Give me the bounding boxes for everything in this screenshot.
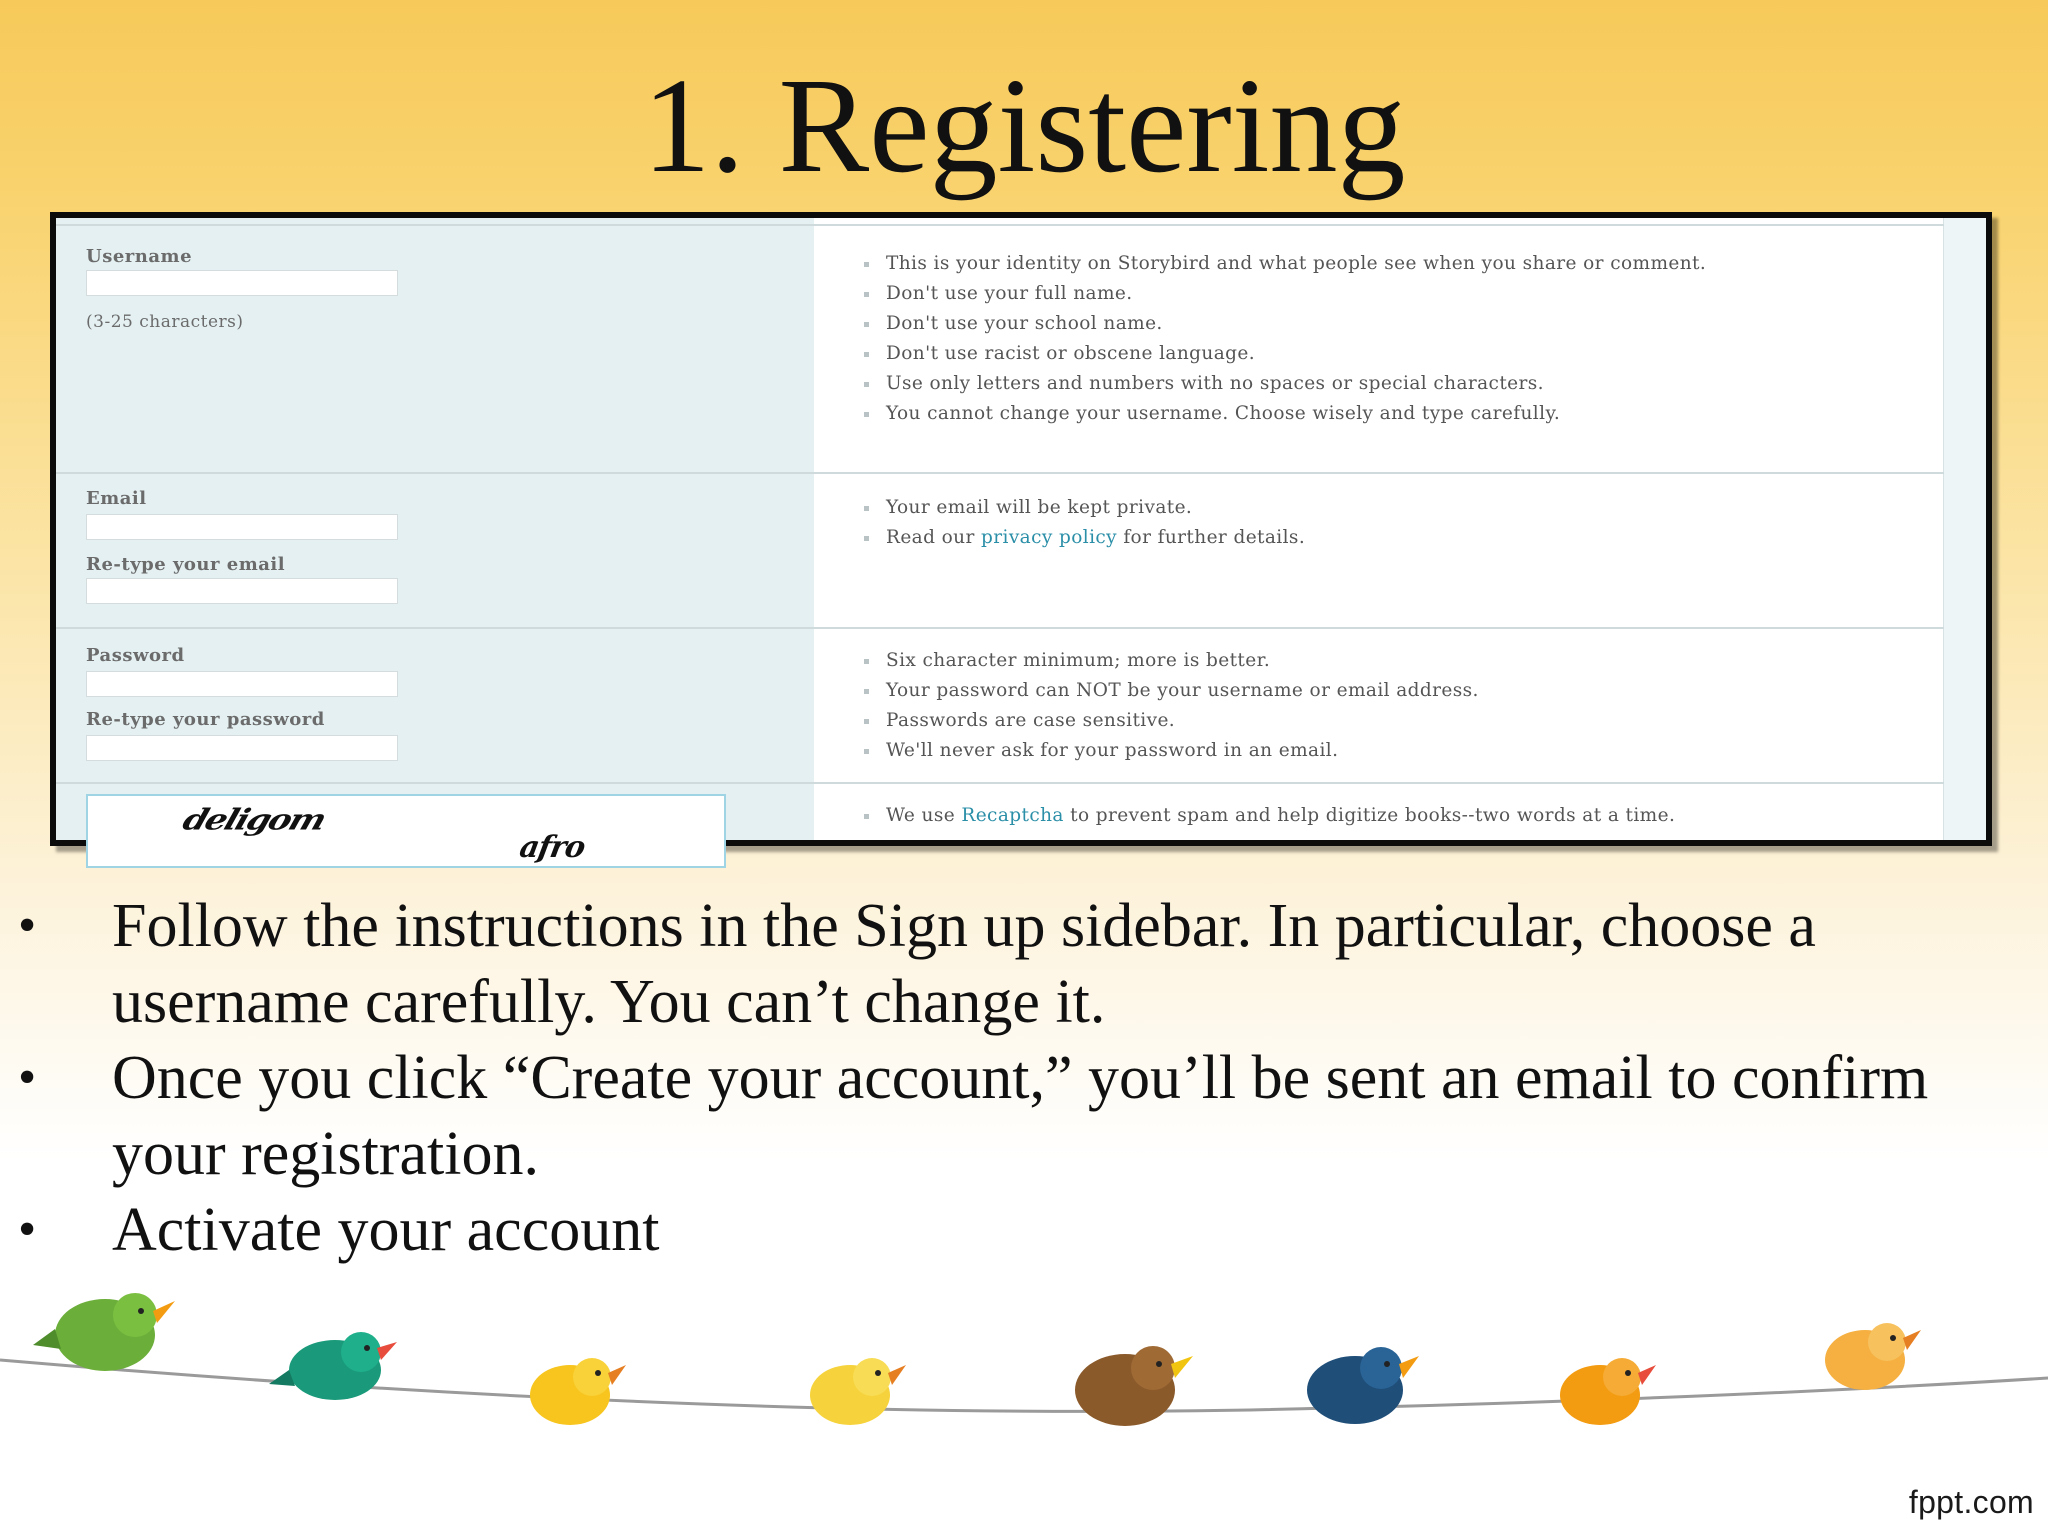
tip-item: Use only letters and numbers with no spaces or special characters.	[856, 374, 1826, 394]
captcha-image	[86, 794, 726, 868]
birds-on-wire-decoration	[0, 1260, 2048, 1490]
orange-bird-icon	[1560, 1358, 1656, 1425]
tip-text: Read our	[886, 527, 975, 548]
retype-email-label: Re-type your email	[86, 554, 286, 575]
orange-bird-icon	[1825, 1323, 1921, 1390]
yellow-bird-icon	[530, 1358, 626, 1425]
tip-text: for further details.	[1123, 527, 1306, 548]
green-bird-icon	[33, 1293, 175, 1371]
username-hint: (3-25 characters)	[86, 312, 244, 332]
captcha-word-2: afro	[516, 830, 588, 865]
tip-item: Six character minimum; more is better.	[856, 651, 1826, 671]
bullet-marker: •	[18, 1049, 37, 1106]
password-row	[56, 629, 1944, 784]
brown-bird-icon	[1075, 1346, 1193, 1426]
tip-item: Your email will be kept private.	[856, 498, 1826, 518]
tip-item: This is your identity on Storybird and what people see when you share or comment.	[856, 254, 1826, 274]
footer-brand: fppt.com	[1908, 1484, 2034, 1520]
navy-bird-icon	[1307, 1347, 1419, 1424]
bullet-item	[18, 1192, 2028, 1268]
tip-item	[856, 528, 1826, 548]
bullet-text: Once you click “Create your account,” you’ll be sent an email to confirm your registration.	[112, 1044, 1929, 1188]
form-right-edge	[1943, 218, 1986, 840]
password-label: Password	[86, 645, 185, 666]
tip-item: Passwords are case sensitive.	[856, 711, 1826, 731]
bullet-marker: •	[18, 897, 37, 954]
retype-password-label: Re-type your password	[86, 709, 325, 730]
password-tips	[856, 651, 1826, 771]
retype-password-input[interactable]	[86, 735, 398, 761]
tip-item: We'll never ask for your password in an email.	[856, 741, 1826, 761]
email-input[interactable]	[86, 514, 398, 540]
captcha-tips	[856, 806, 1826, 836]
tip-item: Don't use your full name.	[856, 284, 1826, 304]
recaptcha-link[interactable]: Recaptcha	[961, 805, 1064, 826]
privacy-policy-link[interactable]: privacy policy	[981, 527, 1118, 548]
tip-item: Your password can NOT be your username or email address.	[856, 681, 1826, 701]
tip-item: Don't use racist or obscene language.	[856, 344, 1826, 364]
captcha-row	[56, 784, 1944, 864]
tip-text: to prevent spam and help digitize books--two words at a time.	[1070, 805, 1676, 826]
email-row	[56, 474, 1944, 629]
bullet-text: Activate your account	[112, 1196, 660, 1264]
bullet-item	[18, 888, 2028, 1040]
bullet-item	[18, 1040, 2028, 1192]
slide-title: 1. Registering	[642, 51, 1406, 201]
username-tips	[856, 254, 1826, 434]
teal-bird-icon	[269, 1332, 397, 1400]
tip-item: You cannot change your username. Choose wisely and type carefully.	[856, 404, 1826, 424]
yellow-bird-icon	[810, 1358, 906, 1425]
username-row	[56, 226, 1944, 474]
email-label: Email	[86, 488, 147, 509]
bullet-list	[18, 888, 2028, 1268]
registration-form-screenshot	[50, 212, 1992, 865]
captcha-word-1: deligom	[178, 803, 330, 837]
username-label: Username	[86, 246, 193, 267]
tip-item	[856, 806, 1826, 826]
tip-text: We use	[886, 805, 956, 826]
bullet-marker: •	[18, 1201, 37, 1258]
retype-email-input[interactable]	[86, 578, 398, 604]
email-tips	[856, 498, 1826, 558]
password-input[interactable]	[86, 671, 398, 697]
tip-item: Don't use your school name.	[856, 314, 1826, 334]
username-input[interactable]	[86, 270, 398, 296]
bullet-text: Follow the instructions in the Sign up sidebar. In particular, choose a username carefully. You can’t change it.	[112, 892, 1816, 1036]
